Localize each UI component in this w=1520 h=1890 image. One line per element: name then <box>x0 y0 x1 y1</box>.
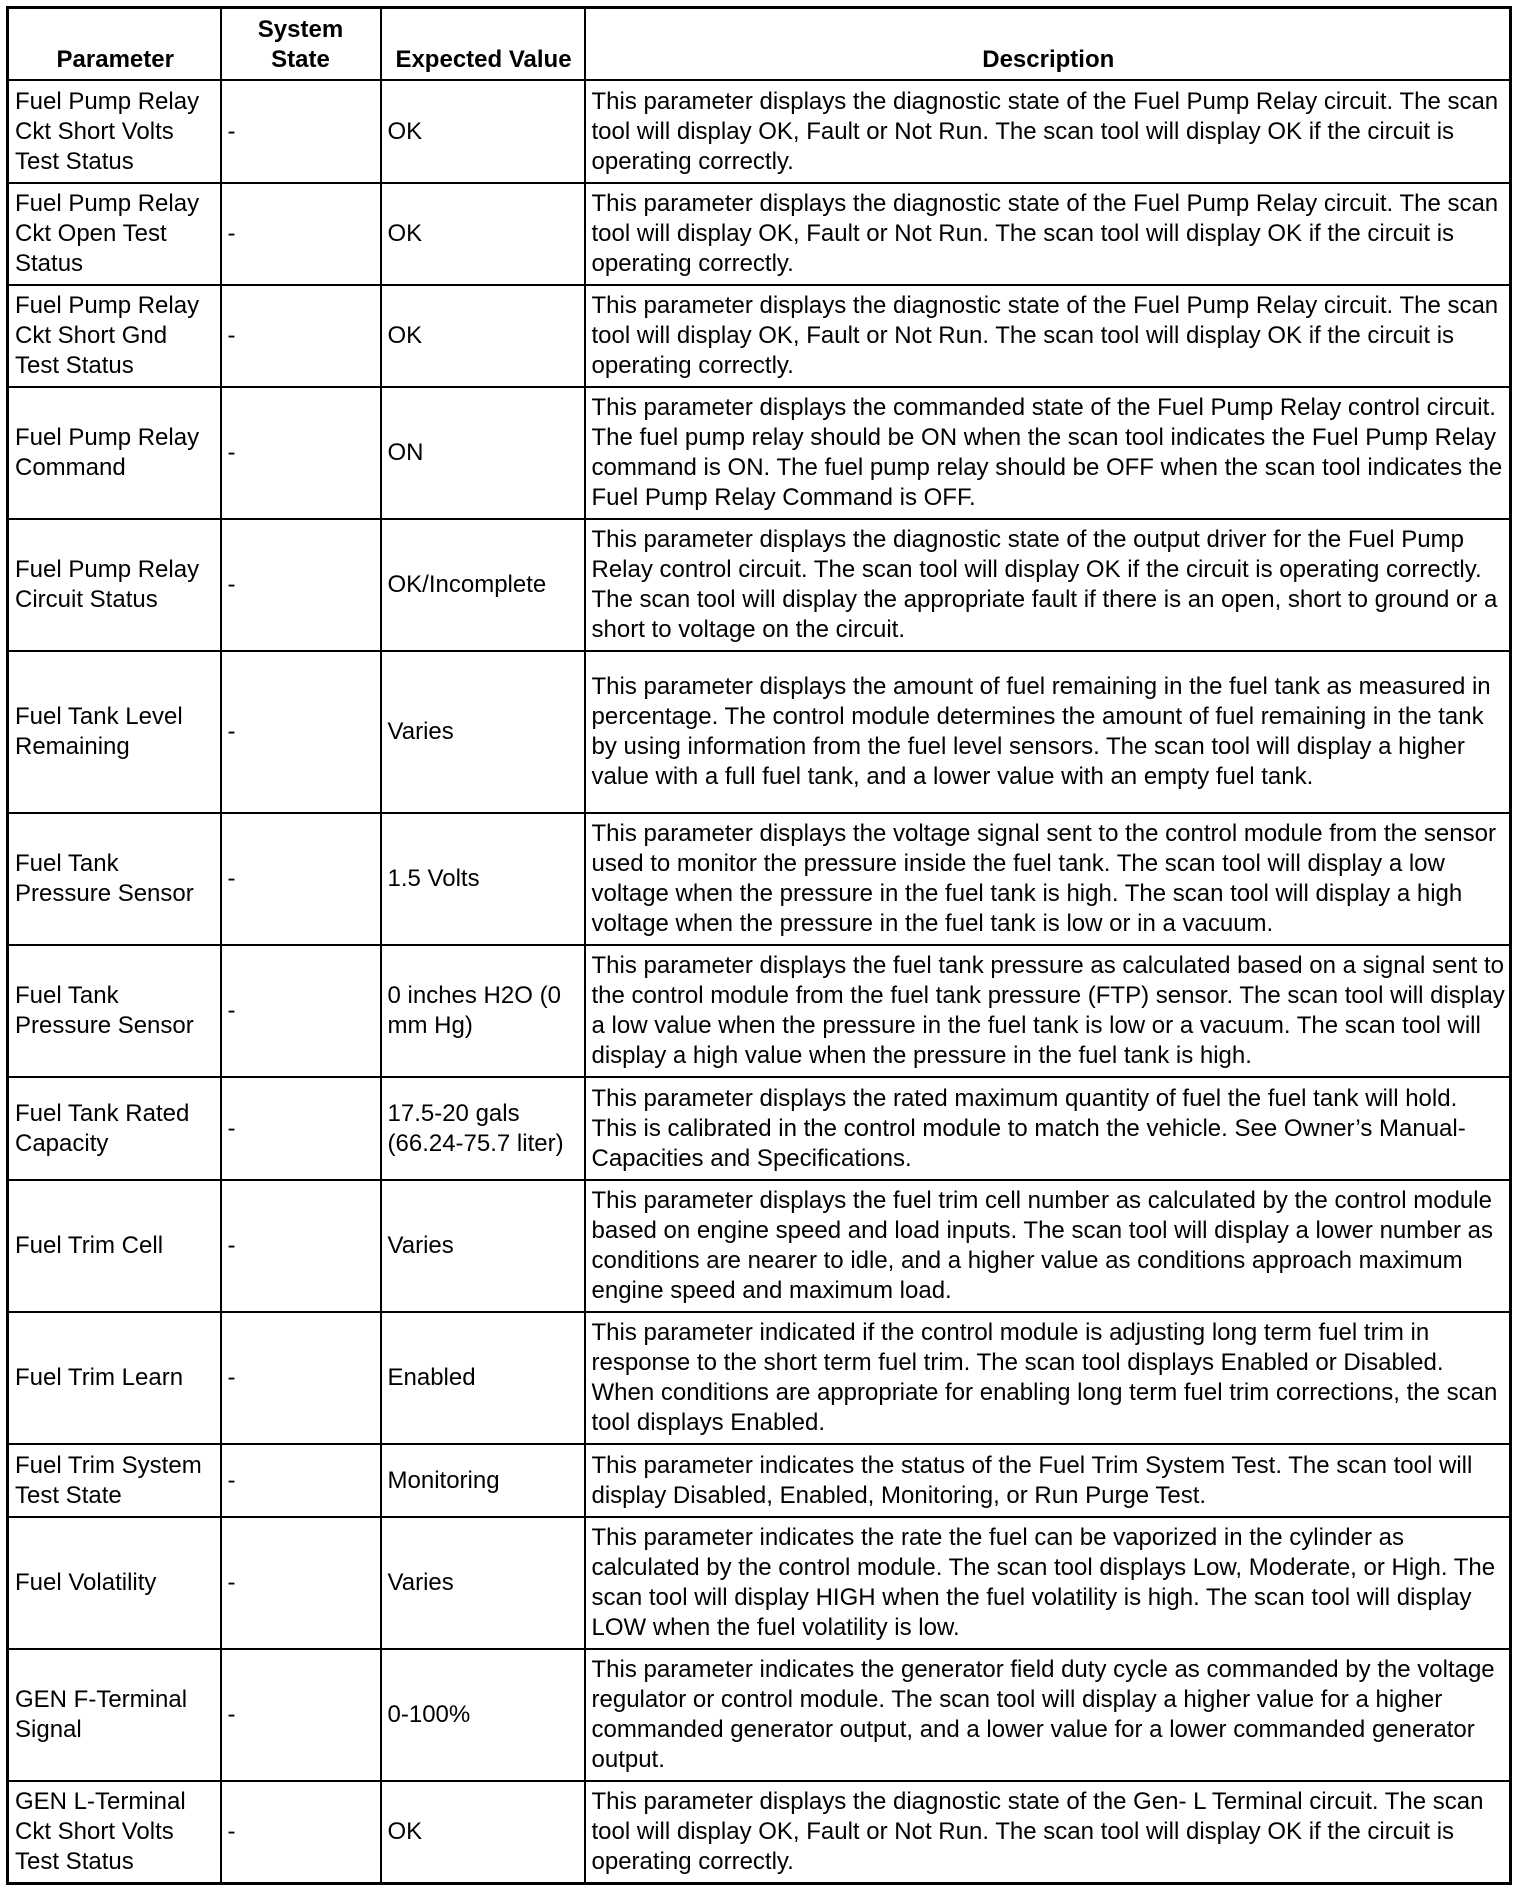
table-row <box>8 1649 1511 1781</box>
parameter-cell: Fuel Trim System Test State <box>8 1444 221 1517</box>
table-row <box>8 1517 1511 1649</box>
table-row <box>8 285 1511 387</box>
description-cell: This parameter displays the amount of fuel remaining in the fuel tank as measured in percentage. The control module determines the amount of fuel remaining in the tank by using information from the fuel level sensors. The scan tool will display a higher value with a full fuel tank, and a lower value with an empty fuel tank. <box>585 651 1511 813</box>
description-cell: This parameter indicates the rate the fuel can be vaporized in the cylinder as calculated by the control module. The scan tool displays Low, Moderate, or High. The scan tool will display HIGH when the fuel volatility is high. The scan tool will display LOW when the fuel volatility is low. <box>585 1517 1511 1649</box>
expected-value-cell: OK <box>381 80 585 183</box>
parameter-cell: Fuel Pump Relay Command <box>8 387 221 519</box>
expected-value-cell: OK/Incomplete <box>381 519 585 651</box>
parameter-cell: Fuel Pump Relay Ckt Open Test Status <box>8 183 221 285</box>
expected-value-cell: Monitoring <box>381 1444 585 1517</box>
parameter-table <box>6 6 1512 1885</box>
system-state-cell: - <box>221 1781 381 1883</box>
expected-value-cell: Varies <box>381 1517 585 1649</box>
parameter-cell: Fuel Pump Relay Ckt Short Volts Test Status <box>8 80 221 183</box>
parameter-cell: Fuel Trim Learn <box>8 1312 221 1444</box>
system-state-cell: - <box>221 1077 381 1180</box>
table-row <box>8 1444 1511 1517</box>
description-cell: This parameter indicates the status of the Fuel Trim System Test. The scan tool will display Disabled, Enabled, Monitoring, or Run Purge Test. <box>585 1444 1511 1517</box>
parameter-cell: Fuel Tank Rated Capacity <box>8 1077 221 1180</box>
parameter-cell: Fuel Pump Relay Ckt Short Gnd Test Status <box>8 285 221 387</box>
expected-value-cell: 0 inches H2O (0 mm Hg) <box>381 945 585 1077</box>
table-row <box>8 387 1511 519</box>
table-row <box>8 945 1511 1077</box>
description-cell: This parameter indicates the generator field duty cycle as commanded by the voltage regulator or control module. The scan tool will display a higher value for a higher commanded generator output, and a lower value for a lower commanded generator output. <box>585 1649 1511 1781</box>
expected-value-cell: 1.5 Volts <box>381 813 585 945</box>
parameter-cell: Fuel Tank Pressure Sensor <box>8 945 221 1077</box>
system-state-cell: - <box>221 1649 381 1781</box>
parameter-cell: Fuel Tank Pressure Sensor <box>8 813 221 945</box>
table-row <box>8 1781 1511 1883</box>
description-cell: This parameter displays the diagnostic state of the Fuel Pump Relay circuit. The scan tool will display OK, Fault or Not Run. The scan tool will display OK if the circuit is operating correctly. <box>585 285 1511 387</box>
header-row <box>8 8 1511 81</box>
parameter-cell: Fuel Volatility <box>8 1517 221 1649</box>
expected-value-cell: Varies <box>381 651 585 813</box>
parameter-cell: Fuel Trim Cell <box>8 1180 221 1312</box>
expected-value-cell: OK <box>381 285 585 387</box>
header-parameter: Parameter <box>8 8 221 81</box>
table-row <box>8 651 1511 813</box>
system-state-cell: - <box>221 285 381 387</box>
system-state-cell: - <box>221 813 381 945</box>
description-cell: This parameter displays the diagnostic state of the Fuel Pump Relay circuit. The scan tool will display OK, Fault or Not Run. The scan tool will display OK if the circuit is operating correctly. <box>585 183 1511 285</box>
system-state-cell: - <box>221 651 381 813</box>
header-expected-value: Expected Value <box>381 8 585 81</box>
system-state-cell: - <box>221 1180 381 1312</box>
system-state-cell: - <box>221 519 381 651</box>
expected-value-cell: OK <box>381 1781 585 1883</box>
system-state-cell: - <box>221 1312 381 1444</box>
parameter-cell: Fuel Pump Relay Circuit Status <box>8 519 221 651</box>
system-state-cell: - <box>221 80 381 183</box>
table-row <box>8 813 1511 945</box>
description-cell: This parameter displays the rated maximum quantity of fuel the fuel tank will hold. This is calibrated in the control module to match the vehicle. See Owner’s Manual-Capacities and Specifications. <box>585 1077 1511 1180</box>
table-row <box>8 1180 1511 1312</box>
expected-value-cell: 0-100% <box>381 1649 585 1781</box>
table-row <box>8 1312 1511 1444</box>
expected-value-cell: 17.5-20 gals (66.24-75.7 liter) <box>381 1077 585 1180</box>
system-state-cell: - <box>221 1517 381 1649</box>
description-cell: This parameter displays the diagnostic state of the output driver for the Fuel Pump Relay control circuit. The scan tool will display OK if the circuit is operating correctly. The scan tool will display the appropriate fault if there is an open, short to ground or a short to voltage on the circuit. <box>585 519 1511 651</box>
parameter-cell: GEN L-Terminal Ckt Short Volts Test Status <box>8 1781 221 1883</box>
table-row <box>8 80 1511 183</box>
system-state-cell: - <box>221 1444 381 1517</box>
description-cell: This parameter displays the diagnostic state of the Fuel Pump Relay circuit. The scan tool will display OK, Fault or Not Run. The scan tool will display OK if the circuit is operating correctly. <box>585 80 1511 183</box>
description-cell: This parameter displays the voltage signal sent to the control module from the sensor used to monitor the pressure inside the fuel tank. The scan tool will display a low voltage when the pressure in the fuel tank is high. The scan tool will display a high voltage when the pressure in the fuel tank is low or in a vacuum. <box>585 813 1511 945</box>
description-cell: This parameter displays the diagnostic state of the Gen- L Terminal circuit. The scan tool will display OK, Fault or Not Run. The scan tool will display OK if the circuit is operating correctly. <box>585 1781 1511 1883</box>
parameter-cell: Fuel Tank Level Remaining <box>8 651 221 813</box>
description-cell: This parameter indicated if the control module is adjusting long term fuel trim in response to the short term fuel trim. The scan tool displays Enabled or Disabled. When conditions are appropriate for enabling long term fuel trim corrections, the scan tool displays Enabled. <box>585 1312 1511 1444</box>
expected-value-cell: Varies <box>381 1180 585 1312</box>
parameter-cell: GEN F-Terminal Signal <box>8 1649 221 1781</box>
header-system-state: System State <box>221 8 381 81</box>
description-cell: This parameter displays the commanded state of the Fuel Pump Relay control circuit. The fuel pump relay should be ON when the scan tool indicates the Fuel Pump Relay command is ON. The fuel pump relay should be OFF when the scan tool indicates the Fuel Pump Relay Command is OFF. <box>585 387 1511 519</box>
expected-value-cell: Enabled <box>381 1312 585 1444</box>
table-row <box>8 1077 1511 1180</box>
table-row <box>8 183 1511 285</box>
expected-value-cell: OK <box>381 183 585 285</box>
header-description: Description <box>585 8 1511 81</box>
system-state-cell: - <box>221 387 381 519</box>
description-cell: This parameter displays the fuel trim cell number as calculated by the control module based on engine speed and load inputs. The scan tool will display a lower number as conditions are nearer to idle, and a higher value as conditions approach maximum engine speed and maximum load. <box>585 1180 1511 1312</box>
expected-value-cell: ON <box>381 387 585 519</box>
table-row <box>8 519 1511 651</box>
system-state-cell: - <box>221 183 381 285</box>
description-cell: This parameter displays the fuel tank pressure as calculated based on a signal sent to the control module from the fuel tank pressure (FTP) sensor. The scan tool will display a low value when the pressure in the fuel tank is low or a vacuum. The scan tool will display a high value when the pressure in the fuel tank is high. <box>585 945 1511 1077</box>
system-state-cell: - <box>221 945 381 1077</box>
